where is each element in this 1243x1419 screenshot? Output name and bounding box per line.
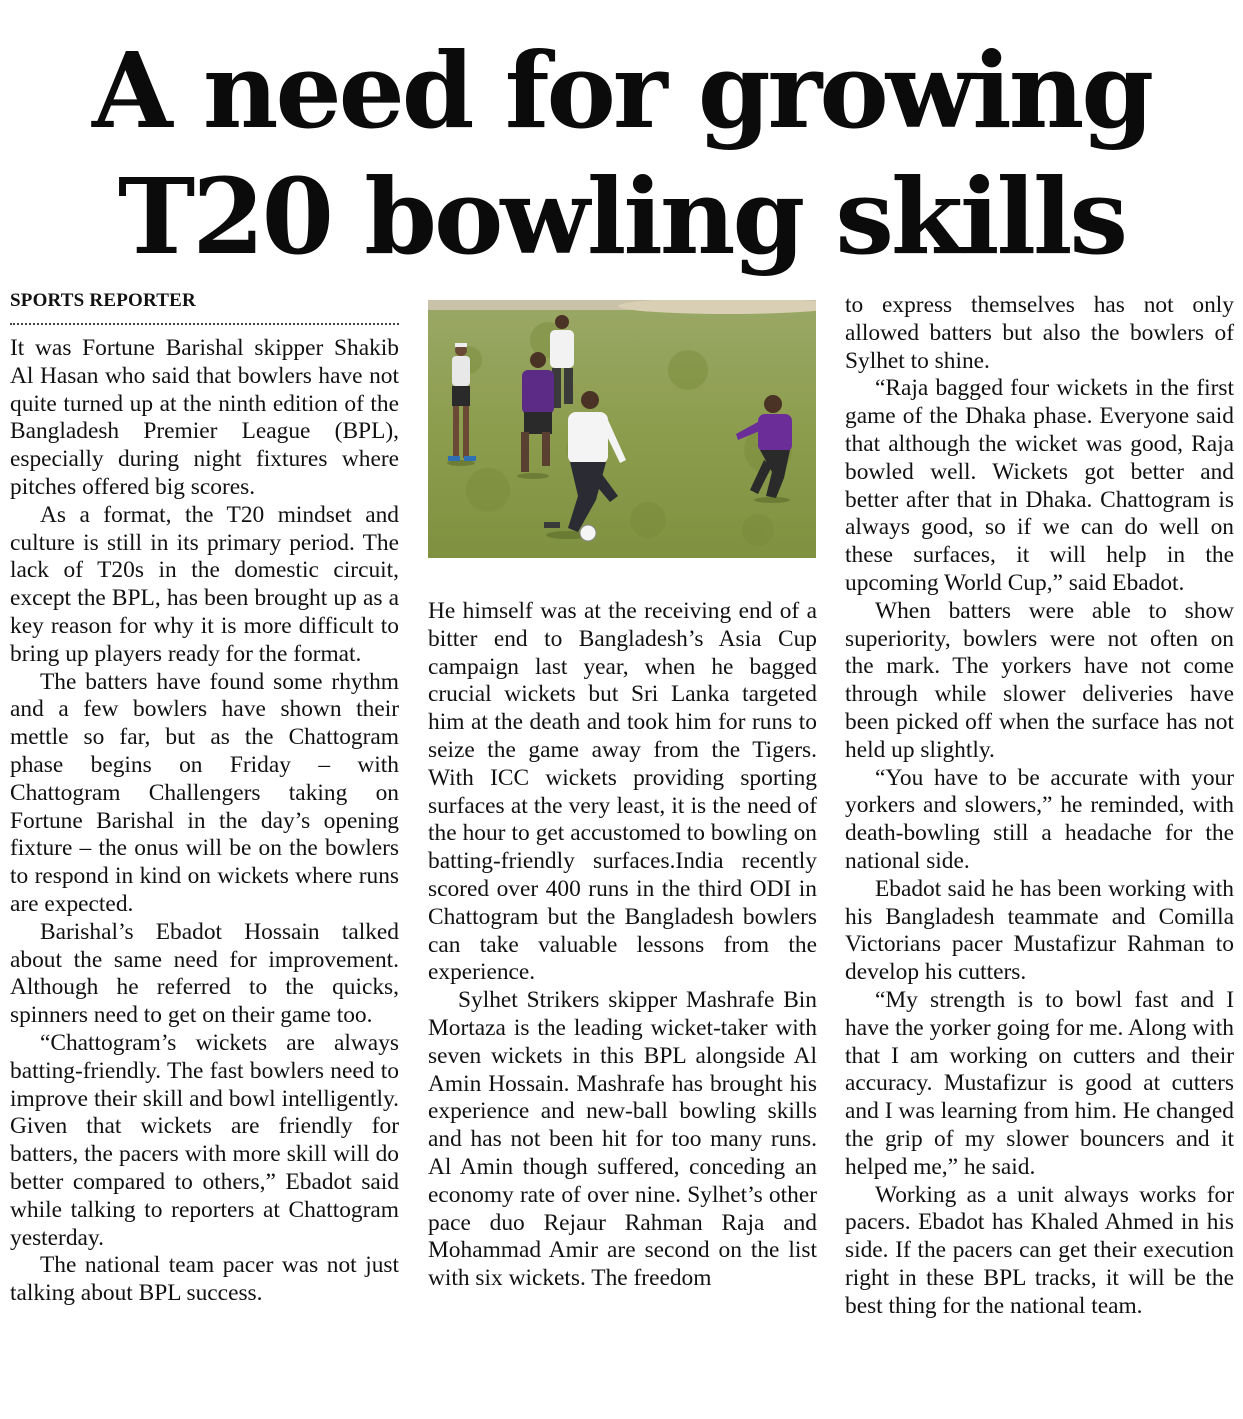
paragraph: As a format, the T20 mindset and culture is still in its primary period. The lack of T20s in the domestic circuit, except the BPL, has been brought up as a key reason for why it is more difficult to bring up players ready for the format. [10, 501, 399, 667]
paragraph: “My strength is to bowl fast and I have the yorker going for me. Along with that I am working on cutters and their accuracy. Mustafizur is good at cutters and I was learning from him. He changed the grip of my slower bouncers and it helped me,” he said. [845, 986, 1234, 1180]
byline-divider [10, 323, 399, 325]
paragraph: “Chattogram’s wickets are always batting-friendly. The fast bowlers need to improve their skill and bowl intelligently. Given that wickets are friendly for batters, the pacers with more skill will do better compared to others,” Ebadot said while talking to reporters at Chattogram yesterday. [10, 1029, 399, 1251]
paragraph: The national team pacer was not just talking about BPL success. [10, 1252, 399, 1307]
paragraph: Sylhet Strikers skipper Mashrafe Bin Mortaza is the leading wicket-taker with seven wickets in this BPL alongside Al Amin Hossain. Mashrafe has brought his experience and new-ball bowling skills and has not been hit for too many runs. Al Amin though suffered, conceding an economy rate of over nine. Sylhet’s other pace duo Rejaur Rahman Raja and Mohammad Amir are second on the list with six wickets. The freedom [428, 987, 817, 1292]
paragraph: “You have to be accurate with your yorkers and slowers,” he reminded, with death-bowling still a headache for the national side. [845, 764, 1234, 874]
article-column-3 [845, 292, 1234, 1320]
byline: SPORTS REPORTER [10, 290, 196, 311]
paragraph: When batters were able to show superiority, bowlers were not often on the mark. The yorkers have not come through while slower deliveries have been picked off when the surface has not held up slightly. [845, 597, 1234, 763]
headline-line-1: A need for growing [91, 29, 1152, 152]
headline [0, 28, 1243, 280]
paragraph: It was Fortune Barishal skipper Shakib Al Hasan who said that bowlers have not quite turned up at the ninth edition of the Bangladesh Premier League (BPL), especially during night fixtures where pitches offered big scores. [10, 335, 399, 500]
paragraph: Barishal’s Ebadot Hossain talked about the same need for improvement. Although he referred to the quicks, spinners need to get on their game too. [10, 918, 399, 1029]
paragraph: Ebadot said he has been working with his Bangladesh teammate and Comilla Victorians pacer Mustafizur Rahman to develop his cutters. [845, 875, 1234, 986]
paragraph: to express themselves has not only allowed batters but also the bowlers of Sylhet to shine. [845, 292, 1234, 374]
paragraph: He himself was at the receiving end of a bitter end to Bangladesh’s Asia Cup campaign last year, when he bagged crucial wickets but Sri Lanka targeted him at the death and took him for runs to seize the game away from the Tigers. With ICC wickets providing sporting surfaces at the very least, it is the need of the hour to get accustomed to bowling on batting-friendly surfaces.India recently scored over 400 runs in the third ODI in Chattogram but the Bangladesh bowlers can take valuable lessons from the experience. [428, 598, 817, 986]
photo-illustration [428, 300, 816, 558]
article-column-2 [428, 598, 817, 1293]
article-column-1 [10, 290, 399, 1308]
headline-line-2: T20 bowling skills [117, 155, 1126, 278]
players-training-photo [428, 300, 816, 558]
paragraph: “Raja bagged four wickets in the first game of the Dhaka phase. Everyone said that although the wicket was good, Raja bowled well. Wickets got better and better after that in Dhaka. Chattogram is always good, so if we can do well on these surfaces, it will help in the upcoming World Cup,” said Ebadot. [845, 375, 1234, 596]
paragraph: Working as a unit always works for pacers. Ebadot has Khaled Ahmed in his side. If the pacers can get their execution right in these BPL tracks, it will be the best thing for the national team. [845, 1181, 1234, 1319]
paragraph: The batters have found some rhythm and a few bowlers have shown their mettle so far, but as the Chattogram phase begins on Friday – with Chattogram Challengers taking on Fortune Barishal in the day’s opening fixture – the onus will be on the bowlers to respond in kind on wickets where runs are expected. [10, 668, 399, 917]
